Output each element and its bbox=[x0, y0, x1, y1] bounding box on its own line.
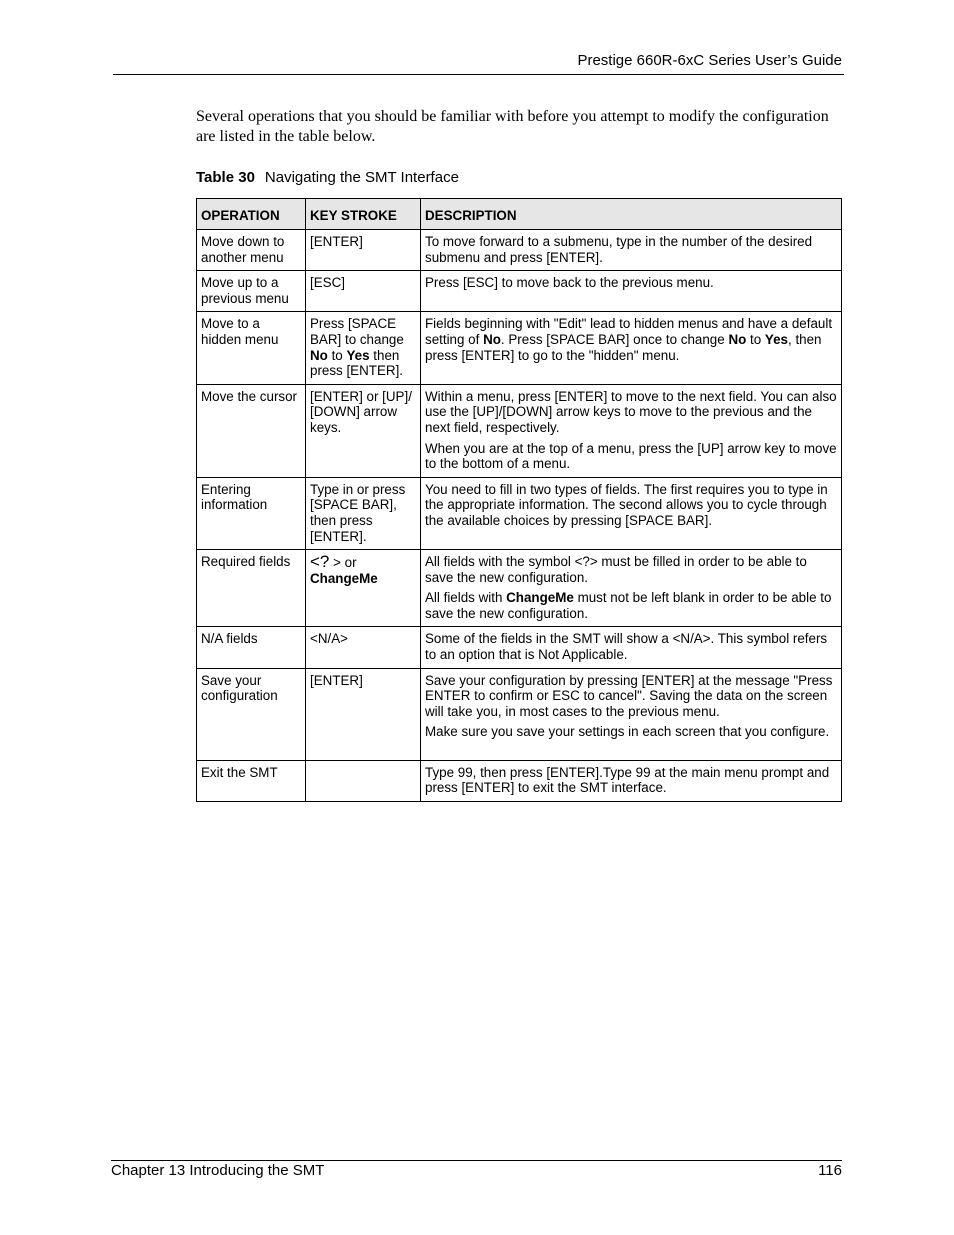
table-number: Table 30 bbox=[196, 169, 255, 186]
table-row bbox=[197, 230, 842, 271]
description-cell bbox=[421, 550, 842, 627]
table-row bbox=[197, 384, 842, 477]
description-text: Save your configuration by pressing [ENTER] at the message "Press ENTER to confirm or ESC to cancel". Saving the data on the screen will take you, in most cases to the previous menu. bbox=[425, 672, 833, 719]
key-stroke-cell: [ENTER] bbox=[306, 230, 421, 271]
operation-cell: Exit the SMT bbox=[197, 760, 306, 801]
footer-chapter: Chapter 13 Introducing the SMT bbox=[111, 1162, 325, 1179]
operation-cell: Required fields bbox=[197, 550, 306, 627]
description-text: Press [ESC] to move back to the previous menu. bbox=[425, 275, 714, 291]
header-operation: OPERATION bbox=[197, 199, 306, 230]
description-cell bbox=[421, 760, 842, 801]
key-stroke-cell bbox=[306, 760, 421, 801]
operation-cell: Move down to another menu bbox=[197, 230, 306, 271]
key-stroke-cell: [ENTER] bbox=[306, 668, 421, 760]
table-row bbox=[197, 477, 842, 549]
description-text: When you are at the top of a menu, press the [UP] arrow key to move to the bottom of a menu. bbox=[425, 440, 837, 472]
description-text: To move forward to a submenu, type in the number of the desired submenu and press [ENTER]. bbox=[425, 234, 813, 265]
description-text: Type 99, then press [ENTER].Type 99 at the main menu prompt and press [ENTER] to exit the SMT interface. bbox=[425, 764, 830, 796]
description-cell bbox=[421, 230, 842, 271]
key-stroke-cell: Press [SPACE BAR] to change No to Yes then press [ENTER]. bbox=[306, 312, 421, 384]
header-description: DESCRIPTION bbox=[421, 199, 842, 230]
table-row bbox=[197, 668, 842, 760]
description-cell bbox=[421, 627, 842, 668]
key-stroke-cell: Type in or press [SPACE BAR], then press [ENTER]. bbox=[306, 477, 421, 549]
running-header: Prestige 660R-6xC Series User’s Guide bbox=[577, 52, 842, 69]
description-cell bbox=[421, 312, 842, 384]
page-number: 116 bbox=[818, 1162, 842, 1179]
description-text: Fields beginning with "Edit" lead to hidden menus and have a default setting of No. Press [SPACE BAR] once to change No to Yes, then press [ENTER] to go to the "hidden" menu. bbox=[425, 316, 833, 363]
table-row bbox=[197, 627, 842, 668]
intro-paragraph: Several operations that you should be familiar with before you attempt to modify the configuration are listed in the table below. bbox=[196, 108, 829, 145]
table-caption bbox=[196, 169, 459, 186]
operation-cell: Save your configuration bbox=[197, 668, 306, 760]
footer-rule bbox=[111, 1160, 842, 1161]
description-cell bbox=[421, 271, 842, 312]
description-text: Some of the fields in the SMT will show a <N/A>. This symbol refers to an option that is Not Applicable. bbox=[425, 631, 828, 663]
table-row bbox=[197, 550, 842, 627]
operation-cell: N/A fields bbox=[197, 627, 306, 668]
key-stroke-cell: [ESC] bbox=[306, 271, 421, 312]
table-header-row bbox=[197, 199, 842, 230]
table-row bbox=[197, 760, 842, 801]
navigation-table bbox=[196, 198, 842, 802]
description-cell bbox=[421, 384, 842, 477]
operation-cell: Move the cursor bbox=[197, 384, 306, 477]
table-title: Navigating the SMT Interface bbox=[264, 169, 459, 186]
description-cell bbox=[421, 477, 842, 549]
key-stroke-cell: <? > or ChangeMe bbox=[306, 550, 421, 627]
table-row bbox=[197, 271, 842, 312]
description-text: You need to fill in two types of fields. The first requires you to type in the appropriate information. The second allows you to cycle through the available choices by pressing [SPACE BAR]. bbox=[425, 481, 828, 528]
operation-cell: Entering information bbox=[197, 477, 306, 549]
description-text: Within a menu, press [ENTER] to move to the next field. You can also use the [UP]/[DOWN] arrow keys to move to the previous and the next field, respectively. bbox=[425, 388, 837, 435]
header-key-stroke: KEY STROKE bbox=[306, 199, 421, 230]
key-stroke-cell: <N/A> bbox=[306, 627, 421, 668]
description-text: Make sure you save your settings in each screen that you configure. bbox=[425, 724, 830, 740]
description-text: All fields with ChangeMe must not be left blank in order to be able to save the new configuration. bbox=[425, 590, 832, 621]
description-cell bbox=[421, 668, 842, 760]
description-text: All fields with the symbol <?> must be filled in order to be able to save the new configuration. bbox=[425, 554, 807, 585]
header-rule bbox=[113, 74, 844, 75]
table-row bbox=[197, 312, 842, 384]
key-stroke-cell: [ENTER] or [UP]/ [DOWN] arrow keys. bbox=[306, 384, 421, 477]
operation-cell: Move to a hidden menu bbox=[197, 312, 306, 384]
operation-cell: Move up to a previous menu bbox=[197, 271, 306, 312]
